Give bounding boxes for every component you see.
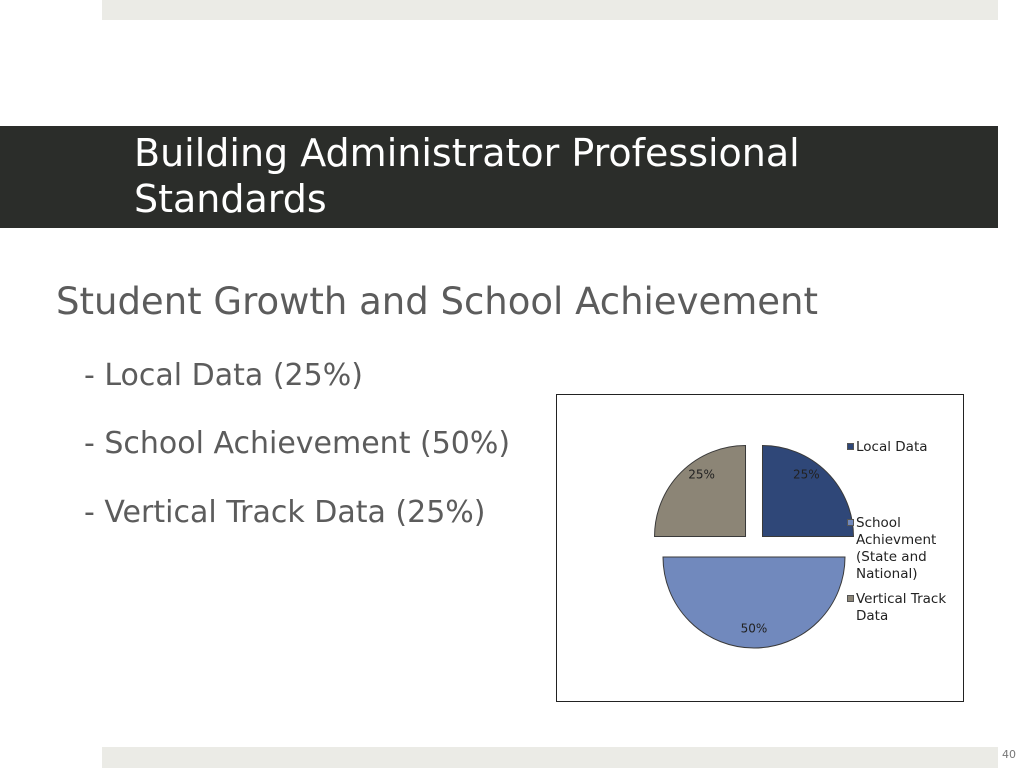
- bullet-school-achievement: - School Achievement (50%): [84, 426, 511, 461]
- slide-subtitle: Student Growth and School Achievement: [56, 280, 818, 323]
- pie-chart: [556, 394, 964, 702]
- legend-swatch: [847, 443, 854, 450]
- slide-number: 40: [1002, 748, 1016, 761]
- legend-label: Vertical Track Data: [856, 591, 947, 624]
- legend-swatch: [847, 595, 854, 602]
- legend-item-vertical-track-data: [847, 591, 960, 625]
- legend-swatch: [847, 519, 854, 526]
- pie-slice-vertical-track-data: [655, 446, 746, 537]
- legend-label: School Achievment (State and National): [856, 515, 937, 582]
- pie-data-label: 50%: [740, 621, 768, 636]
- bullet-vertical-track-data: - Vertical Track Data (25%): [84, 495, 486, 530]
- legend-item-local-data: [847, 439, 960, 456]
- bottom-decorative-strip: [102, 747, 998, 768]
- slide-title: Building Administrator Professional Standards: [134, 131, 800, 221]
- legend-item-school-achievement: [847, 515, 960, 583]
- pie-data-label: 25%: [688, 467, 715, 482]
- top-decorative-strip: [102, 0, 998, 20]
- bullet-local-data: - Local Data (25%): [84, 358, 363, 393]
- legend-label: Local Data: [856, 439, 928, 455]
- pie-data-label: 25%: [793, 467, 820, 482]
- pie-slice-local-data: [762, 446, 853, 537]
